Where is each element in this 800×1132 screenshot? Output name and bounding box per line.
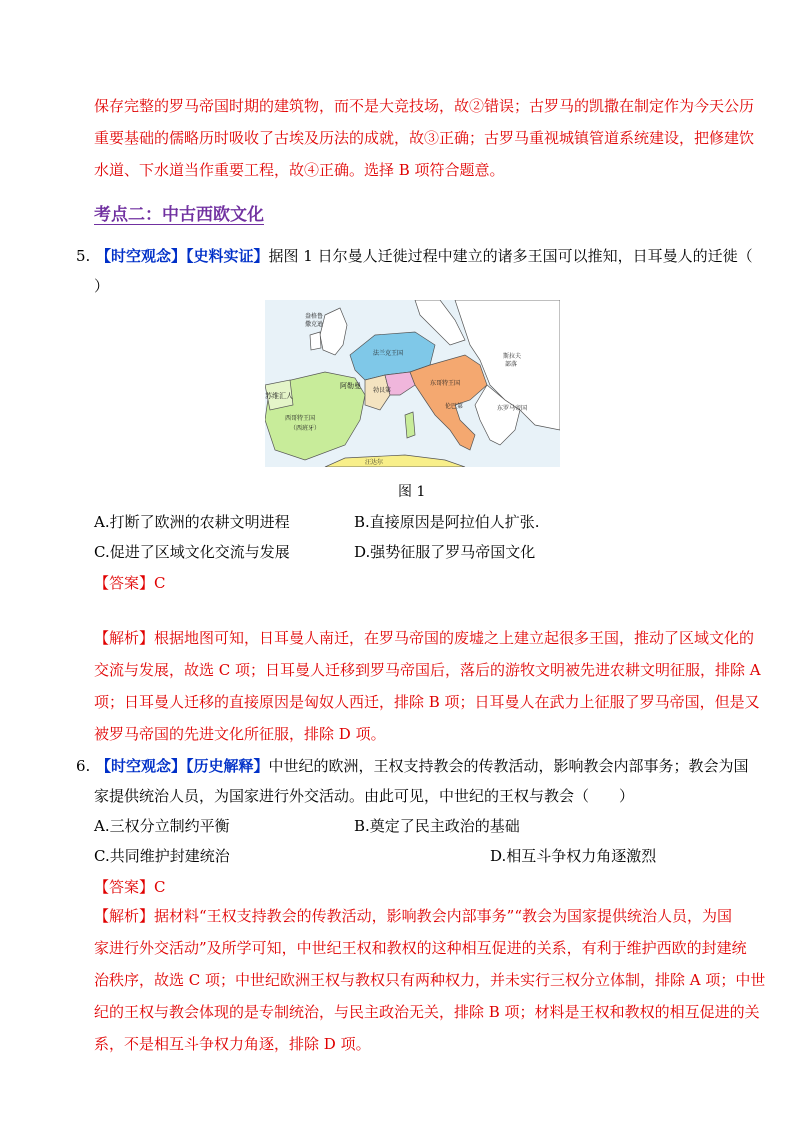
section-title: 考点二：中古西欧文化 — [94, 205, 264, 225]
q6-analysis-line-4: 纪的王权与教会体现的是专制统治，与民主政治无关，排除 B 项；材料是王权和教权的相互促进的关 — [94, 1003, 760, 1021]
q6-option-d[interactable] — [490, 846, 656, 866]
intro-line-2: 重要基础的儒略历时吸收了古埃及历法的成就，故③正确；古罗马重视城镇管道系统建设，把修建饮 — [94, 129, 755, 147]
q6-answer: 【答案】C — [94, 878, 166, 896]
q6-option-a-text: 三权分立制约平衡 — [109, 817, 230, 835]
q6-option-c-text: 共同维护封建统治 — [109, 847, 230, 865]
q5-stem-line1: 据图 1 日尔曼人迁徙过程中建立的诸多王国可以推知，日耳曼人的迁徙（ — [268, 247, 753, 265]
q5-stem — [96, 246, 753, 266]
q6-stem — [96, 756, 749, 776]
q6-option-c[interactable] — [94, 846, 230, 866]
q5-tag-1: 【时空观念】 — [96, 247, 187, 265]
map-label-burg: 勃艮第 — [373, 387, 392, 394]
q5-option-d-key: D. — [354, 543, 371, 561]
q5-analysis-line-4: 被罗马帝国的先进文化所征服，排除 D 项。 — [94, 725, 386, 743]
q5-option-b-key: B. — [354, 513, 370, 531]
q5-analysis-line-2: 交流与发展，故选 C 项；日耳曼人迁移到罗马帝国后，落后的游牧文明被先进农耕文明征服，排除 A — [94, 661, 761, 679]
q6-option-d-text: 相互斗争权力角逐激烈 — [506, 847, 657, 865]
q5-option-c-key: C. — [94, 543, 110, 561]
q5-stem-line2: ） — [94, 277, 110, 295]
q6-number: 6. — [76, 757, 91, 775]
q6-option-a[interactable] — [94, 816, 230, 836]
q6-option-b-key: B. — [354, 817, 370, 835]
map-label-visi: 西哥特王国 — [285, 415, 316, 422]
q5-analysis-line-3: 项；日耳曼人迁移的直接原因是匈奴人西迁，排除 B 项；日耳曼人在武力上征服了罗马帝国，但是又 — [94, 693, 760, 711]
q5-option-c-text: 促进了区域文化交流与发展 — [109, 543, 290, 561]
map-label-ostro: 东哥特王国 — [430, 380, 461, 387]
europe-map-figure — [265, 300, 560, 467]
europe-map — [265, 300, 560, 467]
q5-tag-2: 【史料实证】 — [186, 247, 269, 265]
q5-option-a-text: 打断了欧洲的农耕文明进程 — [109, 513, 290, 531]
map-label-suevi: 苏维汇人 — [265, 392, 293, 400]
svg-text:部落: 部落 — [505, 361, 518, 368]
q6-stem-line2: 家提供统治人员，为国家进行外交活动。由此可见，中世纪的王权与教会（ ） — [94, 787, 635, 805]
q5-option-b[interactable] — [354, 512, 540, 532]
map-label-lomb: 伦巴第 — [445, 403, 464, 410]
q6-analysis-line-2: 家进行外交活动”及所学可知，中世纪王权和教权的这种相互促进的关系，有利于维护西欧的封建统 — [94, 939, 747, 957]
q6-option-c-key: C. — [94, 847, 110, 865]
q6-tag-2: 【历史解释】 — [186, 757, 269, 775]
q5-answer: 【答案】C — [94, 574, 166, 592]
q5-analysis-line-1: 【解析】根据地图可知，日耳曼人南迁，在罗马帝国的废墟之上建立起很多王国，推动了区域文化的 — [94, 629, 755, 647]
q5-option-a[interactable] — [94, 512, 290, 532]
q5-number: 5. — [76, 247, 91, 265]
map-label-alaman: 阿勒曼 — [340, 382, 361, 390]
q5-option-d[interactable] — [354, 542, 535, 562]
q6-stem-line1: 中世纪的欧洲，王权支持教会的传教活动，影响教会内部事务；教会为国 — [268, 757, 749, 775]
map-label-byz: 东罗马帝国 — [497, 405, 528, 412]
figure-caption: 图 1 — [398, 484, 426, 500]
intro-line-1: 保存完整的罗马帝国时期的建筑物，而不是大竞技场，故②错误；古罗马的凯撒在制定作为今天公历 — [94, 97, 755, 115]
q6-option-b[interactable] — [354, 816, 520, 836]
q6-option-a-key: A. — [94, 817, 110, 835]
q6-option-b-text: 奠定了民主政治的基础 — [369, 817, 520, 835]
map-label-vandal: 汪达尔 — [365, 459, 384, 466]
q6-analysis-line-5: 系，不是相互斗争权力角逐，排除 D 项。 — [94, 1035, 371, 1053]
q6-analysis-line-1: 【解析】据材料“王权支持教会的传教活动，影响教会内部事务”“教会为国家提供统治人员，为国 — [94, 907, 733, 925]
map-label-franks: 法兰克王国 — [373, 350, 404, 357]
q6-option-d-key: D. — [490, 847, 507, 865]
svg-text:（西班牙）: （西班牙） — [290, 425, 321, 432]
svg-text:撒克逊: 撒克逊 — [305, 321, 324, 328]
q6-tag-1: 【时空观念】 — [96, 757, 187, 775]
q5-option-c[interactable] — [94, 542, 290, 562]
intro-line-3: 水道、下水道当作重要工程，故④正确。选择 B 项符合题意。 — [94, 161, 505, 179]
q5-option-b-text: 直接原因是阿拉伯人扩张. — [369, 513, 540, 531]
q5-option-a-key: A. — [94, 513, 110, 531]
map-label-slav: 斯拉夫 — [503, 353, 522, 360]
map-label-anglo: 盎格鲁 — [305, 313, 324, 320]
q5-option-d-text: 强势征服了罗马帝国文化 — [370, 543, 536, 561]
q6-analysis-line-3: 治秩序，故选 C 项；中世纪欧洲王权与教权只有两种权力，并未实行三权分立体制，排除 A 项；中世 — [94, 971, 766, 989]
